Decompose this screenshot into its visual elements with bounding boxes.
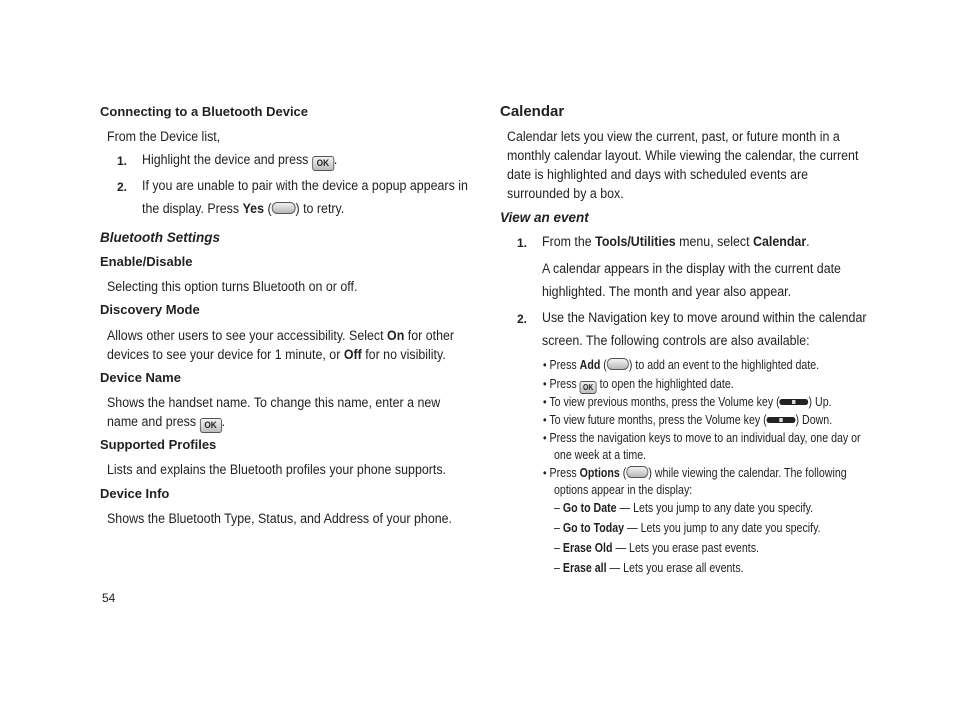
bullet-icon: • bbox=[543, 395, 547, 409]
bullet-text: Press the navigation keys to move to an individual day, one day or bbox=[549, 431, 861, 445]
step-end: . bbox=[806, 234, 810, 249]
yes-label: Yes bbox=[242, 201, 265, 216]
discovery-text: devices to see your device for 1 minute, or bbox=[107, 347, 341, 362]
bullet-navigation bbox=[543, 430, 861, 447]
sub-item-erase-old: – Erase Old — Lets you erase past events. bbox=[554, 541, 759, 555]
step-number: 1. bbox=[117, 154, 128, 168]
view-step-1 bbox=[542, 232, 810, 251]
calendar-title: Calendar bbox=[500, 103, 565, 120]
bullet-text: To view future months, press the Volume key ( bbox=[549, 413, 767, 427]
add-label: Add bbox=[579, 358, 601, 372]
calendar-intro-line: Calendar lets you view the current, past, or future month in a bbox=[507, 129, 840, 144]
bullet-navigation-cont: one week at a time. bbox=[554, 448, 647, 462]
sub-item-go-to-today: – Go to Today — Lets you jump to any date you specify. bbox=[554, 521, 821, 535]
calendar-intro-line: date is highlighted and days with scheduled events are bbox=[507, 167, 809, 182]
bullet-text: ) to add an event to the highlighted date. bbox=[628, 358, 820, 372]
discovery-line2 bbox=[107, 345, 446, 364]
sub-item-erase-all: – Erase all — Lets you erase all events. bbox=[554, 561, 744, 575]
sub-item-text: — Lets you erase all events. bbox=[609, 561, 744, 575]
bullet-volume-up bbox=[543, 394, 832, 411]
tools-utilities-label: Tools/Utilities bbox=[595, 234, 676, 249]
options-label: Options bbox=[579, 466, 620, 480]
left-softkey-icon bbox=[626, 466, 648, 478]
bullet-volume-down bbox=[543, 412, 832, 429]
section-title-connecting: Connecting to a Bluetooth Device bbox=[100, 104, 309, 119]
bullet-text: Press bbox=[549, 377, 577, 391]
step-1-text bbox=[142, 150, 337, 171]
sub-item-text: — Lets you jump to any date you specify. bbox=[619, 501, 814, 515]
calendar-label: Calendar bbox=[753, 234, 807, 249]
ok-key-icon: OK bbox=[200, 418, 222, 433]
bullet-icon: • bbox=[543, 358, 547, 372]
bullet-icon: • bbox=[543, 413, 547, 427]
on-label: On bbox=[387, 328, 405, 343]
step-number: 1. bbox=[517, 236, 528, 250]
bullet-text: Press bbox=[549, 358, 577, 372]
bullet-icon: • bbox=[543, 431, 547, 445]
bullet-text: ) Up. bbox=[808, 395, 832, 409]
discovery-text: for other bbox=[407, 328, 455, 343]
page-number: 54 bbox=[102, 591, 116, 605]
sub-item-label: Erase all bbox=[562, 561, 607, 575]
view-event-title: View an event bbox=[500, 210, 589, 225]
device-info-text: Shows the Bluetooth Type, Status, and Address of your phone. bbox=[107, 511, 453, 526]
enable-disable-text: Selecting this option turns Bluetooth on or off. bbox=[107, 279, 358, 294]
sub-item-label: Go to Today bbox=[562, 521, 625, 535]
device-info-title: Device Info bbox=[100, 486, 170, 501]
volume-key-icon bbox=[767, 417, 796, 423]
step-2-line2: the display. Press Yes ( ) to retry. bbox=[142, 201, 345, 216]
step-1-end: . bbox=[333, 152, 338, 167]
bullet-icon: • bbox=[543, 377, 547, 391]
view-step-2: screen. The following controls are also available: bbox=[542, 333, 810, 348]
bullet-options: • Press Options ( ) while viewing the calendar. The following bbox=[543, 466, 847, 480]
discovery-line1 bbox=[107, 326, 454, 345]
step-2-text: the display. Press bbox=[142, 201, 240, 216]
step-1-label: Highlight the device and press bbox=[142, 152, 309, 167]
view-step-1-para: A calendar appears in the display with the current date bbox=[542, 261, 841, 276]
device-name-line1: Shows the handset name. To change this name, enter a new bbox=[107, 395, 441, 410]
step-2-line1: If you are unable to pair with the device a popup appears in bbox=[142, 178, 468, 193]
volume-key-icon bbox=[780, 399, 809, 405]
device-name-text: name and press bbox=[107, 414, 197, 429]
supported-profiles-text: Lists and explains the Bluetooth profiles your phone supports. bbox=[107, 462, 447, 477]
bullet-text: Press bbox=[549, 466, 577, 480]
bullet-icon: • bbox=[543, 466, 547, 480]
view-step-1-para: highlighted. The month and year also appear. bbox=[542, 284, 792, 299]
sub-item-label: Erase Old bbox=[562, 541, 613, 555]
bullet-open bbox=[543, 376, 734, 394]
sub-item-label: Go to Date bbox=[562, 501, 617, 515]
calendar-intro-line: surrounded by a box. bbox=[507, 186, 624, 201]
bullet-text: ) Down. bbox=[795, 413, 833, 427]
discovery-mode-title: Discovery Mode bbox=[100, 302, 200, 317]
sub-item-go-to-date: – Go to Date — Lets you jump to any date you specify. bbox=[554, 501, 814, 515]
off-label: Off bbox=[343, 347, 362, 362]
enable-disable-title: Enable/Disable bbox=[100, 254, 193, 269]
bullet-text: to open the highlighted date. bbox=[599, 377, 734, 391]
left-softkey-icon bbox=[272, 202, 296, 214]
discovery-text: Allows other users to see your accessibility. Select bbox=[107, 328, 384, 343]
step-2-end: ) to retry. bbox=[295, 201, 345, 216]
sub-item-text: — Lets you erase past events. bbox=[615, 541, 759, 555]
calendar-intro-line: monthly calendar layout. While viewing the calendar, the current bbox=[507, 148, 859, 163]
intro-text: From the Device list, bbox=[107, 129, 221, 144]
step-text: From the bbox=[542, 234, 592, 249]
bullet-options-cont: options appear in the display: bbox=[554, 483, 693, 497]
bullet-add: • Press Add ( ) to add an event to the highlighted date. bbox=[543, 358, 820, 372]
bullet-text: ) while viewing the calendar. The following bbox=[648, 466, 847, 480]
bluetooth-settings-title: Bluetooth Settings bbox=[100, 230, 220, 245]
view-step-2: Use the Navigation key to move around within the calendar bbox=[542, 310, 867, 325]
left-softkey-icon bbox=[607, 358, 629, 370]
sub-item-text: — Lets you jump to any date you specify. bbox=[627, 521, 821, 535]
step-number: 2. bbox=[517, 312, 528, 326]
supported-profiles-title: Supported Profiles bbox=[100, 437, 217, 452]
ok-key-icon: OK bbox=[312, 156, 334, 171]
device-name-line2: name and press OK . bbox=[107, 412, 225, 433]
ok-key-icon: OK bbox=[580, 381, 597, 394]
discovery-text: for no visibility. bbox=[365, 347, 446, 362]
step-number: 2. bbox=[117, 180, 128, 194]
bullet-text: To view previous months, press the Volume key ( bbox=[549, 395, 780, 409]
device-name-title: Device Name bbox=[100, 370, 181, 385]
step-text: menu, select bbox=[679, 234, 750, 249]
